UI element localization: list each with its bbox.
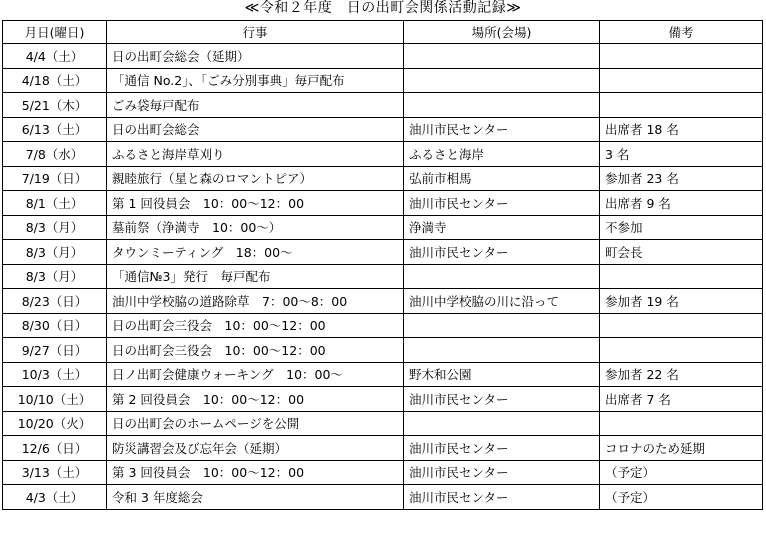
cell-venue	[404, 68, 600, 93]
page-title: ≪令和２年度 日の出町会関係活動記録≫	[244, 0, 522, 16]
cell-event: ごみ袋毎戸配布	[107, 93, 404, 118]
cell-date: 6/13（土）	[3, 117, 107, 142]
cell-note	[600, 44, 763, 69]
cell-note: コロナのため延期	[600, 436, 763, 461]
cell-venue	[404, 264, 600, 289]
cell-note: （予定）	[600, 460, 763, 485]
cell-date: 4/4（土）	[3, 44, 107, 69]
cell-date: 4/18（土）	[3, 68, 107, 93]
cell-event: 日の出町会総会（延期）	[107, 44, 404, 69]
table-body	[3, 44, 763, 510]
cell-venue: 油川中学校脇の川に沿って	[404, 289, 600, 314]
cell-venue	[404, 313, 600, 338]
cell-venue	[404, 411, 600, 436]
cell-note: 参加者 19 名	[600, 289, 763, 314]
table-row	[3, 362, 763, 387]
cell-event: 第 1 回役員会 10：00～12：00	[107, 191, 404, 216]
cell-date: 10/20（火）	[3, 411, 107, 436]
cell-venue	[404, 44, 600, 69]
cell-event: 日の出町会のホームページを公開	[107, 411, 404, 436]
cell-note: （予定）	[600, 485, 763, 510]
table-row	[3, 215, 763, 240]
cell-date: 10/3（土）	[3, 362, 107, 387]
cell-date: 12/6（日）	[3, 436, 107, 461]
table-row	[3, 191, 763, 216]
table-row	[3, 436, 763, 461]
cell-date: 8/3（月）	[3, 240, 107, 265]
header-note: 備考	[600, 21, 763, 44]
cell-date: 10/10（土）	[3, 387, 107, 412]
cell-event: 防災講習会及び忘年会（延期）	[107, 436, 404, 461]
table-row	[3, 44, 763, 69]
cell-event: 墓前祭（浄満寺 10：00～）	[107, 215, 404, 240]
table-row	[3, 485, 763, 510]
cell-date: 8/3（月）	[3, 215, 107, 240]
header-date: 月日(曜日)	[3, 21, 107, 44]
cell-venue: 野木和公園	[404, 362, 600, 387]
cell-event: 日ノ出町会健康ウォーキング 10：00～	[107, 362, 404, 387]
table-row	[3, 460, 763, 485]
cell-event: 日の出町会三役会 10：00～12：00	[107, 313, 404, 338]
table-row	[3, 264, 763, 289]
cell-date: 7/8（水）	[3, 142, 107, 167]
table-row	[3, 142, 763, 167]
cell-event: 「通信№3」発行 毎戸配布	[107, 264, 404, 289]
cell-event: 「通信 No.2」、「ごみ分別事典」毎戸配布	[107, 68, 404, 93]
cell-date: 9/27（日）	[3, 338, 107, 363]
cell-venue: 油川市民センター	[404, 460, 600, 485]
table-row	[3, 93, 763, 118]
cell-venue	[404, 338, 600, 363]
table-row	[3, 289, 763, 314]
table-row	[3, 117, 763, 142]
cell-event: 第 3 回役員会 10：00～12：00	[107, 460, 404, 485]
table-row	[3, 240, 763, 265]
cell-venue	[404, 93, 600, 118]
cell-note: 3 名	[600, 142, 763, 167]
cell-note: 参加者 22 名	[600, 362, 763, 387]
header-event: 行事	[107, 21, 404, 44]
table-row	[3, 313, 763, 338]
table-row	[3, 387, 763, 412]
cell-note: 出席者 7 名	[600, 387, 763, 412]
cell-venue: 油川市民センター	[404, 240, 600, 265]
cell-note: 出席者 18 名	[600, 117, 763, 142]
cell-date: 8/1（土）	[3, 191, 107, 216]
cell-date: 8/3（月）	[3, 264, 107, 289]
cell-date: 3/13（土）	[3, 460, 107, 485]
cell-note: 不参加	[600, 215, 763, 240]
cell-note: 参加者 23 名	[600, 166, 763, 191]
cell-venue: 油川市民センター	[404, 436, 600, 461]
table-row	[3, 411, 763, 436]
cell-event: 第 2 回役員会 10：00～12：00	[107, 387, 404, 412]
cell-note	[600, 68, 763, 93]
table-row	[3, 166, 763, 191]
cell-date: 8/23（日）	[3, 289, 107, 314]
cell-event: ふるさと海岸草刈り	[107, 142, 404, 167]
table-row	[3, 338, 763, 363]
cell-date: 5/21（木）	[3, 93, 107, 118]
cell-venue: ふるさと海岸	[404, 142, 600, 167]
cell-event: 日の出町会総会	[107, 117, 404, 142]
cell-event: 令和 3 年度総会	[107, 485, 404, 510]
cell-date: 4/3（土）	[3, 485, 107, 510]
cell-venue: 油川市民センター	[404, 117, 600, 142]
header-venue: 場所(会場)	[404, 21, 600, 44]
cell-note	[600, 313, 763, 338]
cell-event: 油川中学校脇の道路除草 7：00～8：00	[107, 289, 404, 314]
cell-note	[600, 264, 763, 289]
header-row	[3, 21, 763, 44]
cell-event: 日の出町会三役会 10：00～12：00	[107, 338, 404, 363]
activity-table	[2, 20, 763, 510]
cell-venue: 油川市民センター	[404, 485, 600, 510]
cell-event: 親睦旅行（星と森のロマントピア）	[107, 166, 404, 191]
cell-date: 8/30（日）	[3, 313, 107, 338]
cell-venue: 油川市民センター	[404, 191, 600, 216]
table-row	[3, 68, 763, 93]
cell-event: タウンミーティング 18：00～	[107, 240, 404, 265]
cell-venue: 油川市民センター	[404, 387, 600, 412]
cell-venue: 弘前市相馬	[404, 166, 600, 191]
cell-note: 町会長	[600, 240, 763, 265]
cell-note	[600, 338, 763, 363]
cell-note: 出席者 9 名	[600, 191, 763, 216]
cell-venue: 浄満寺	[404, 215, 600, 240]
cell-date: 7/19（日）	[3, 166, 107, 191]
cell-note	[600, 411, 763, 436]
cell-note	[600, 93, 763, 118]
